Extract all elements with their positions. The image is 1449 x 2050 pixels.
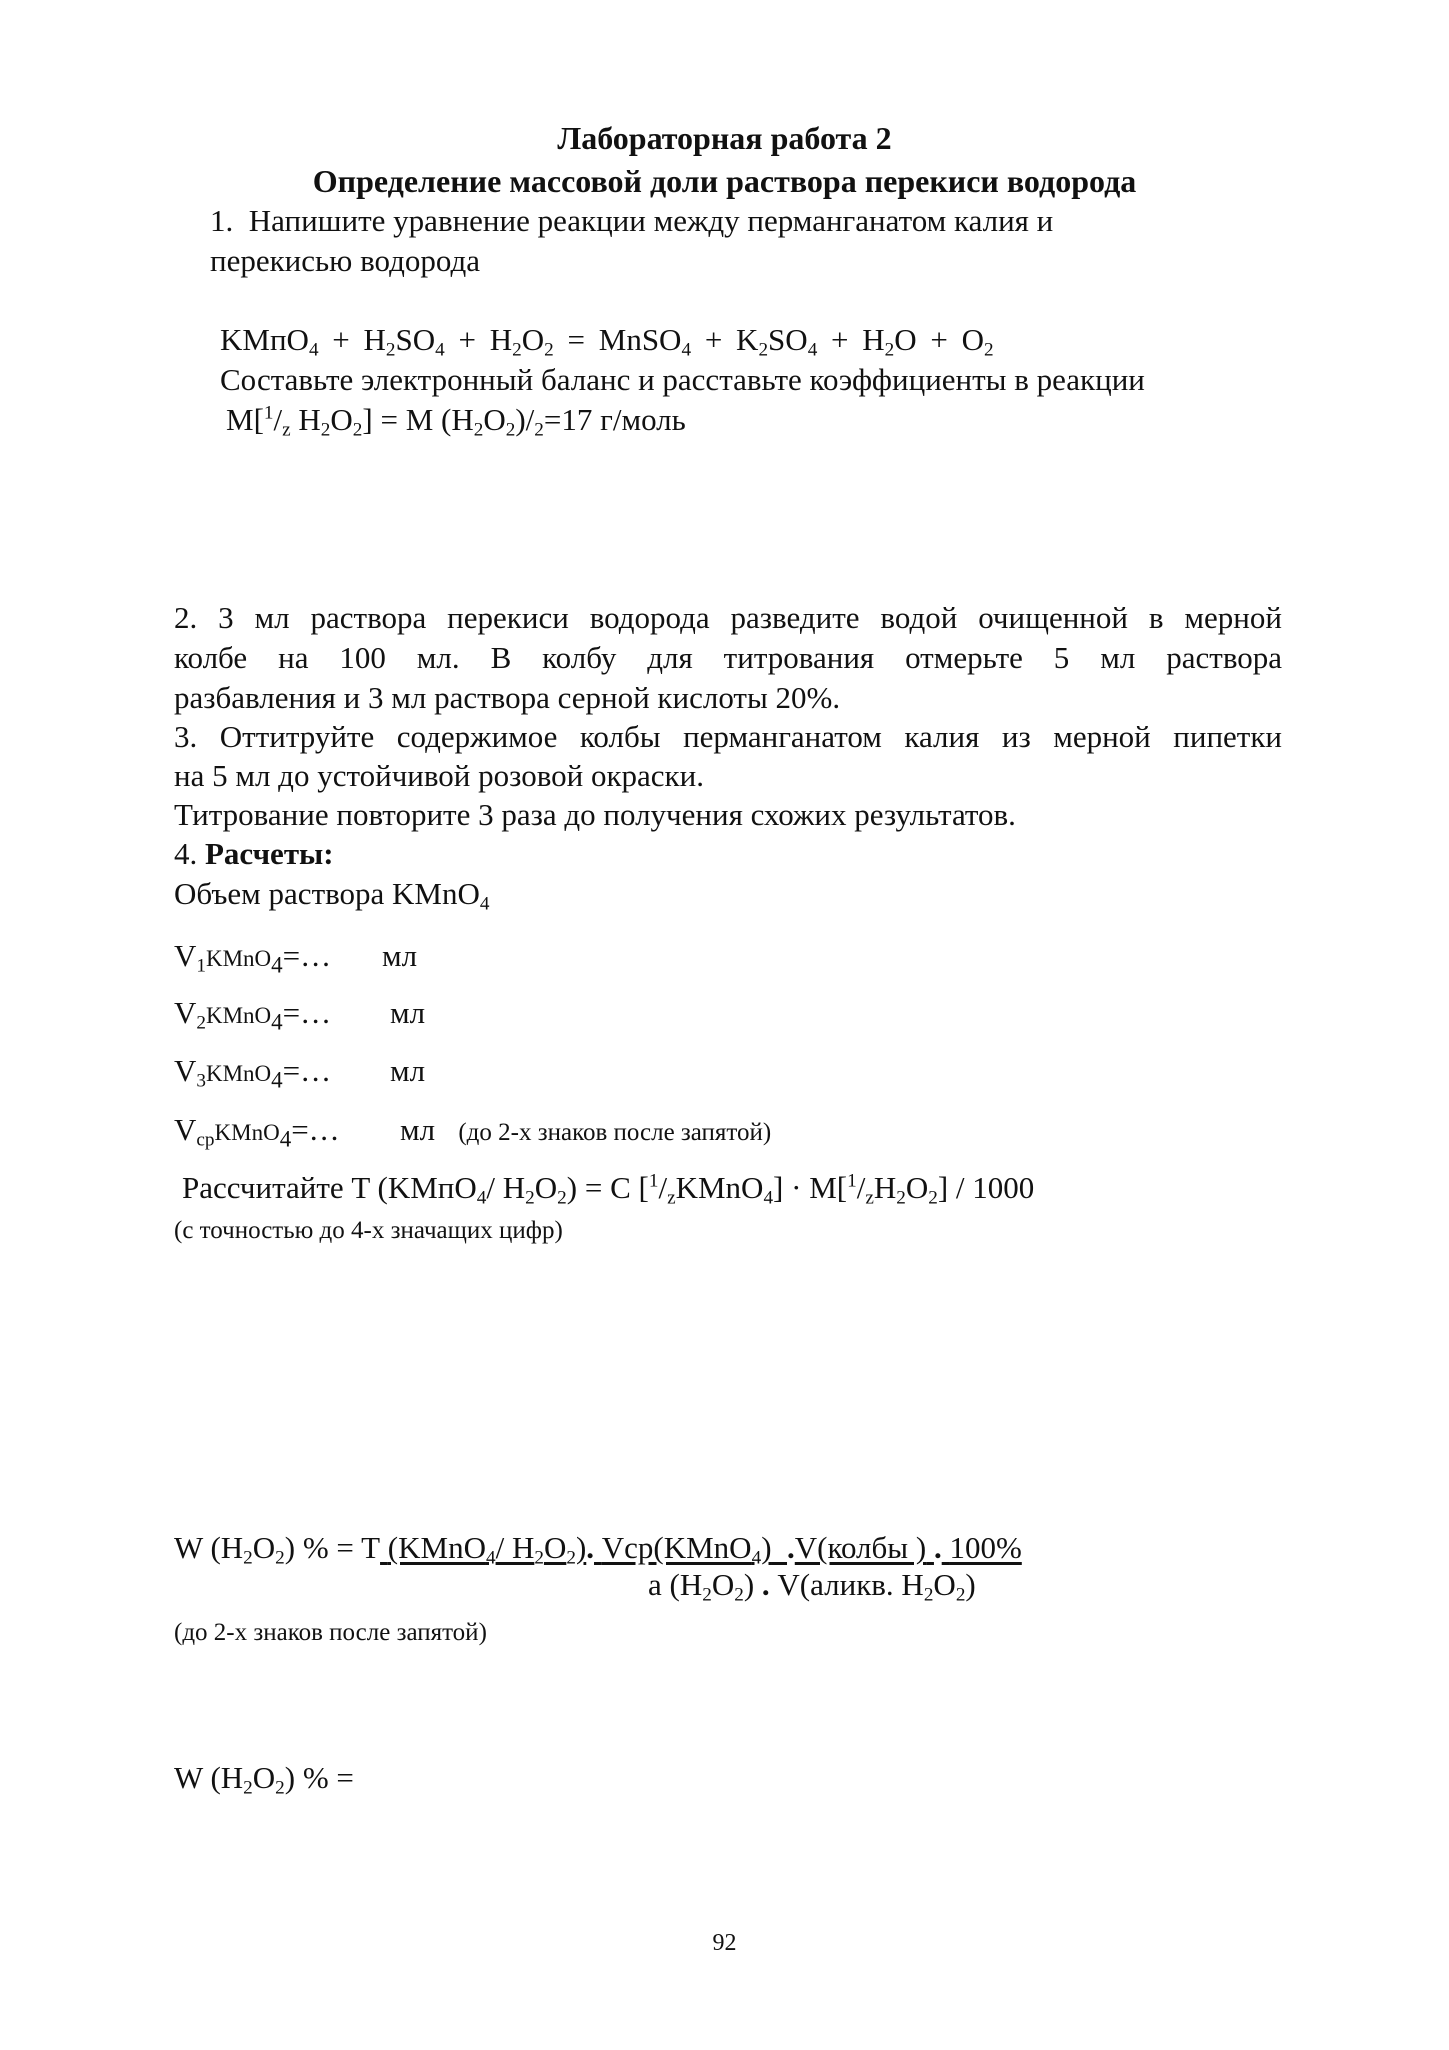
eq-h: + H <box>444 322 513 357</box>
w-num: (KMnO <box>387 1530 486 1565</box>
volume-label-sub: 4 <box>479 893 490 915</box>
mm-sup: 1 <box>263 402 274 424</box>
task1-line2: перекисью водорода <box>210 243 481 278</box>
v-symbol: V <box>174 1112 197 1147</box>
w-sub: 4 <box>751 1547 762 1569</box>
titer-part: ] · M[ <box>773 1170 848 1205</box>
mm-part: O <box>483 402 506 437</box>
titer-sub: 2 <box>525 1187 535 1209</box>
mm-part: / <box>273 402 283 437</box>
v-symbol: V <box>174 938 197 973</box>
titer-sub: 2 <box>557 1187 567 1209</box>
w-sub: 2 <box>243 1547 253 1569</box>
v-index: 3 <box>196 1070 206 1092</box>
eq-sub: 2 <box>884 339 895 361</box>
titer-part: ] / 1000 <box>937 1170 1035 1205</box>
v-kmno: KMnO <box>206 946 272 971</box>
volume-unit-avg <box>400 1112 771 1151</box>
titer-sup: 1 <box>648 1170 659 1192</box>
w-part: ) % = T <box>284 1530 381 1565</box>
v-unit: мл <box>400 1112 436 1147</box>
titer-sub: 4 <box>763 1187 774 1209</box>
eq-k: + K <box>691 322 759 357</box>
w-dot: . <box>586 1530 595 1565</box>
v-value: =… <box>282 995 332 1030</box>
mm-sub: 2 <box>473 419 484 441</box>
w-den: ) <box>965 1567 976 1602</box>
mm-sub: 2 <box>505 419 516 441</box>
task2-line1: 2. 3 мл раствора перекиси водорода разведите водой очищенной в мерной <box>174 600 1282 635</box>
w-sub: 2 <box>923 1584 934 1606</box>
v-kmno: KMnO <box>206 1061 272 1086</box>
eq-sub: 4 <box>807 339 818 361</box>
w-num: V(колбы ) <box>794 1530 927 1565</box>
mm-sub: 2 <box>352 419 363 441</box>
v-value: =… <box>291 1112 340 1147</box>
titer-sub: 4 <box>476 1187 487 1209</box>
eq-kmno: KMпO <box>220 322 309 357</box>
volume-row-2 <box>174 995 331 1034</box>
titer-part: O <box>905 1170 929 1205</box>
v-kmno-sub: 4 <box>271 1067 283 1093</box>
titer-note: (с точностью до 4-х значащих цифр) <box>174 1217 563 1244</box>
w-res-sub: 2 <box>243 1777 253 1799</box>
titer-part: H <box>873 1170 897 1205</box>
w-num: Vср(KMnO <box>601 1530 752 1565</box>
w-den: ) <box>743 1567 755 1602</box>
volume-row-1 <box>174 938 331 977</box>
mm-part: ] = M (H <box>362 402 474 437</box>
v-kmno: KMnO <box>214 1120 280 1145</box>
v-symbol: V <box>174 995 197 1030</box>
v-kmno-sub: 4 <box>271 952 283 978</box>
w-formula-denominator <box>648 1567 976 1606</box>
v-kmno-sub: 4 <box>271 1009 283 1035</box>
page-subtitle: Определение массовой доли раствора перекиси водорода <box>312 163 1137 199</box>
volume-unit-1: мл <box>382 938 418 973</box>
task3-line3: Титрование повторите 3 раза до получения схожих результатов. <box>174 797 1016 832</box>
w-sub: 2 <box>566 1547 576 1569</box>
titer-part: Рассчитайте T (KMпO <box>182 1170 477 1205</box>
eq-sub: 4 <box>308 339 319 361</box>
balance-instruction: Составьте электронный баланс и расставьте коэффициенты в реакции <box>220 362 1145 397</box>
w-part: W (H <box>174 1530 244 1565</box>
w-sub: 2 <box>275 1547 285 1569</box>
w-sub: 2 <box>534 1547 544 1569</box>
w-sub: 2 <box>702 1584 712 1606</box>
w-res-part: W (H <box>174 1760 244 1795</box>
mm-sub: 2 <box>320 419 331 441</box>
w-den: O <box>711 1567 735 1602</box>
titer-part: / H <box>486 1170 526 1205</box>
titer-sub: z <box>667 1187 676 1209</box>
task3-line2: на 5 мл до устойчивой розовой окраски. <box>174 758 704 793</box>
volume-row-avg <box>174 1112 340 1151</box>
w-result-line <box>174 1760 354 1799</box>
eq-sub: 2 <box>758 339 769 361</box>
mm-sub: 2 <box>534 419 544 441</box>
eq-h: + H <box>817 322 885 357</box>
w-num: 100% <box>949 1530 1022 1565</box>
eq-sub: 2 <box>544 339 554 361</box>
w-part: O <box>252 1530 276 1565</box>
w-den: V(аликв. H <box>777 1567 924 1602</box>
v-index: ср <box>196 1129 215 1151</box>
w-num: / H <box>495 1530 535 1565</box>
w-dot: . <box>933 1530 942 1565</box>
volume-unit-2: мл <box>390 995 426 1030</box>
eq-h: + H <box>318 322 386 357</box>
titer-part: ) = C [ <box>566 1170 649 1205</box>
eq-sub: 2 <box>984 339 994 361</box>
v-symbol: V <box>174 1053 197 1088</box>
mm-sub: z <box>282 419 291 441</box>
v-value: =… <box>282 938 332 973</box>
v-index: 1 <box>196 955 206 977</box>
w-formula-note: (до 2-х знаков после запятой) <box>174 1619 487 1646</box>
eq-sub: 2 <box>385 339 396 361</box>
w-den: a (H <box>648 1567 703 1602</box>
eq-o: O <box>521 322 545 357</box>
task4-number: 4. <box>174 836 205 871</box>
eq-so: SO <box>395 322 436 357</box>
task2-line3: разбавления и 3 мл раствора серной кислоты 20%. <box>174 680 841 715</box>
mm-part: M[ <box>226 402 264 437</box>
w-sub: 2 <box>734 1584 744 1606</box>
v-kmno: KMnO <box>206 1003 272 1028</box>
mm-part: )/ <box>515 402 535 437</box>
titer-part: / <box>658 1170 668 1205</box>
titer-sub: z <box>865 1187 874 1209</box>
w-num: ) <box>575 1530 587 1565</box>
task1-line1 <box>210 203 1053 239</box>
w-res-sub: 2 <box>275 1777 285 1799</box>
titer-formula <box>182 1170 1035 1209</box>
titer-part: KMnO <box>675 1170 764 1205</box>
v-kmno-sub: 4 <box>279 1126 292 1152</box>
mm-part: =17 г/моль <box>543 402 686 437</box>
task2-line2: колбе на 100 мл. В колбу для титрования отмерьте 5 мл раствора <box>174 640 1282 675</box>
eq-so: SO <box>768 322 808 357</box>
w-res-part: ) % = <box>284 1760 354 1795</box>
reaction-equation <box>220 322 994 361</box>
volume-label-text: Объем раствора KMnO <box>174 876 480 911</box>
v-note: (до 2-х знаков после запятой) <box>458 1119 772 1146</box>
eq-sub: 4 <box>681 339 692 361</box>
volume-unit-3: мл <box>390 1053 426 1088</box>
w-dot: . <box>761 1567 770 1602</box>
titer-sub: 2 <box>896 1187 906 1209</box>
w-sub: 2 <box>955 1584 966 1606</box>
w-den: O <box>933 1567 956 1602</box>
w-num: O <box>543 1530 567 1565</box>
task4-label: Расчеты: <box>205 836 334 871</box>
titer-part: O <box>534 1170 558 1205</box>
molar-mass-line <box>226 402 686 441</box>
titer-sub: 2 <box>928 1187 938 1209</box>
task4-heading <box>174 836 334 872</box>
mm-part: O <box>330 402 353 437</box>
w-num: ) <box>761 1530 772 1565</box>
eq-o-o: O + O <box>894 322 985 357</box>
task1-text-1: Напишите уравнение реакции между перманганатом калия и <box>248 203 1054 238</box>
titer-sup: 1 <box>847 1170 857 1192</box>
eq-mnso: = MnSO <box>553 322 682 357</box>
eq-sub: 4 <box>435 339 445 361</box>
w-res-part: O <box>252 1760 276 1795</box>
volume-label <box>174 876 490 915</box>
w-sub: 4 <box>485 1547 496 1569</box>
page-number: 92 <box>712 1930 737 1956</box>
w-formula-numerator <box>174 1530 1022 1569</box>
mm-part: H <box>290 402 321 437</box>
eq-sub: 2 <box>512 339 522 361</box>
w-dot: . <box>787 1530 795 1565</box>
v-index: 2 <box>196 1012 206 1034</box>
volume-row-3 <box>174 1053 331 1092</box>
titer-part: / <box>856 1170 866 1205</box>
task1-number: 1. <box>210 203 234 238</box>
page-title: Лабораторная работа 2 <box>557 120 892 156</box>
task3-line1: 3. Оттитруйте содержимое колбы перманганатом калия из мерной пипетки <box>174 719 1282 754</box>
v-value: =… <box>282 1053 332 1088</box>
